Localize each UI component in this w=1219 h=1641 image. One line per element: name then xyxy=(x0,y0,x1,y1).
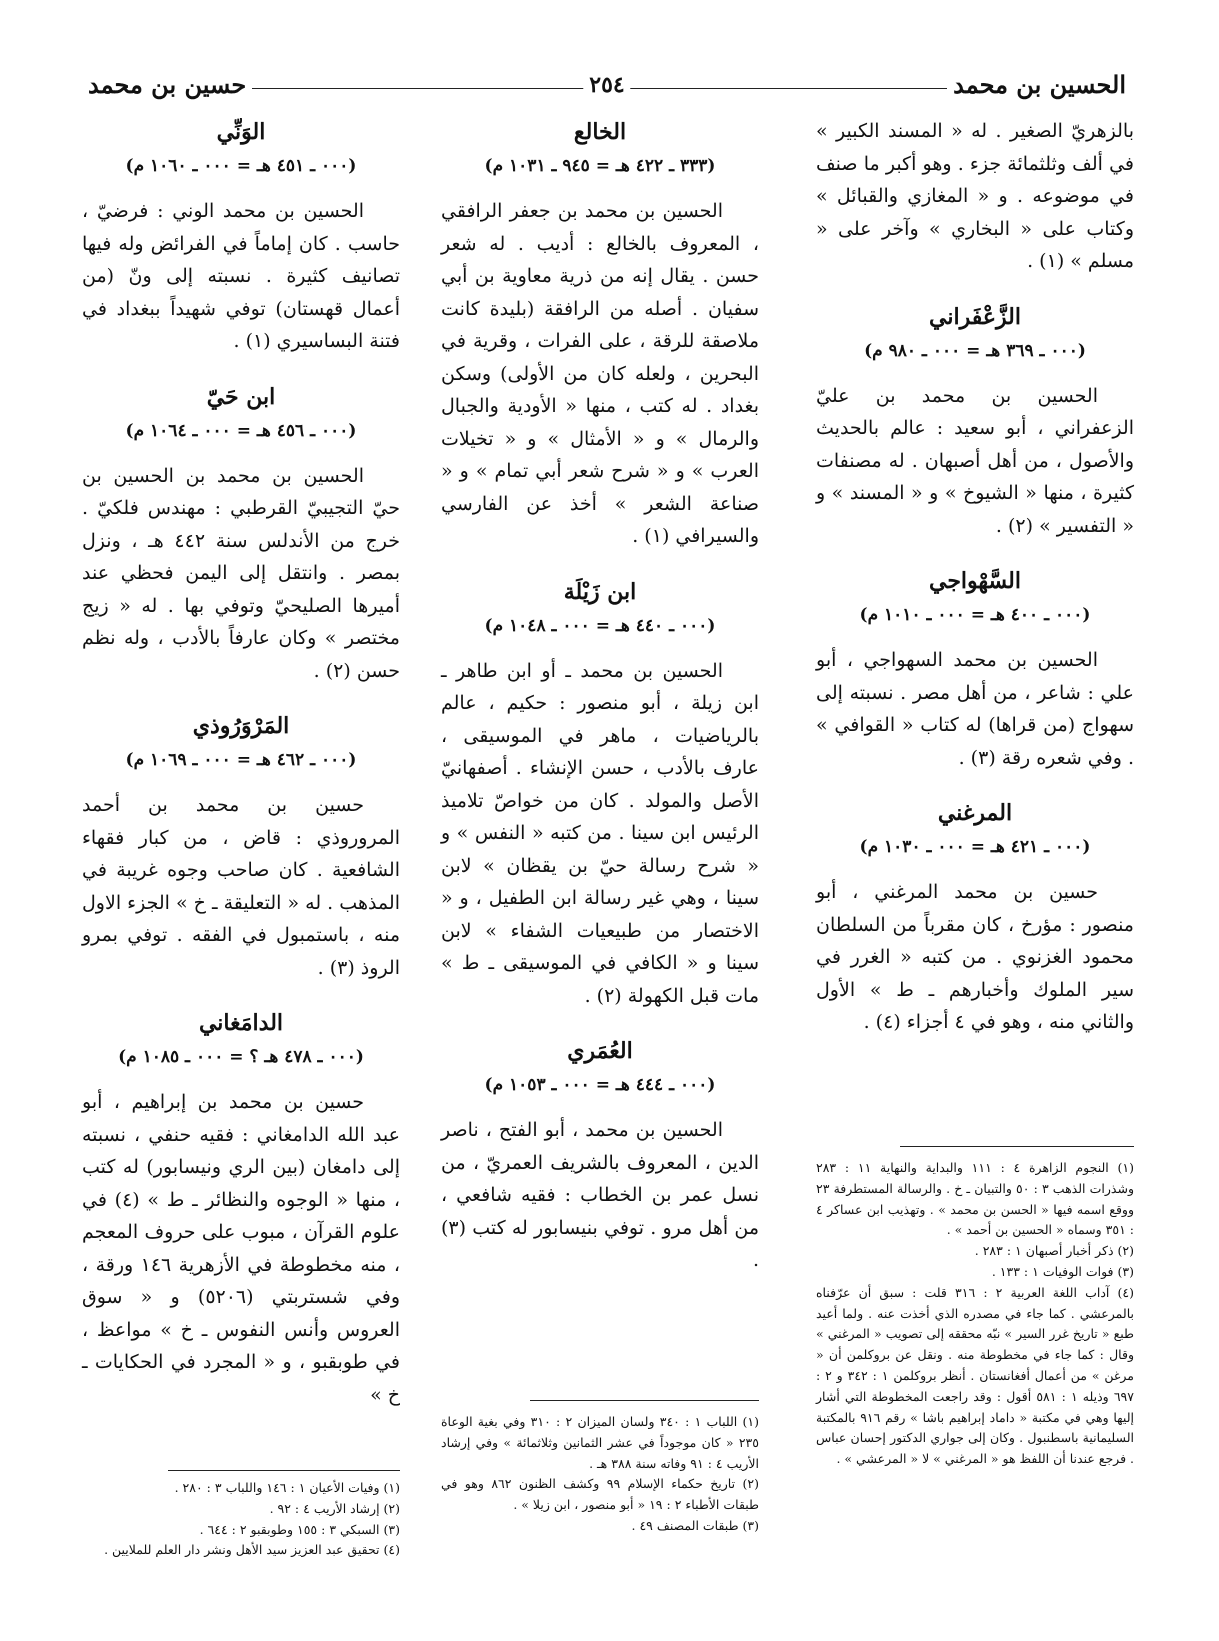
footnote: (٤) تحقيق عبد العزيز سيد الأهل ونشر دار العلم للملايين . xyxy=(104,1542,400,1558)
footnote: (٤) آداب اللغة العربية ٢ : ٣١٦ قلت : سبق أن عرّفناه بالمرعشي . كما جاء في مصدره الذي أخذت عنه . ولما أعيد طبع « تاريخ غرر السير » نبّه محققه إلى تصويب « المرغني » وقال : كما جاء في مخطوطة منه . ونقل عن بروكلمن أن « مرغن » من أعمال أفغانستان . أنظر بروكلمن ١ : ٣٤٢ و ٢ : ٦٩٧ وذيله ١ : ٥٨١ أقول : وقد راجعت المخطوطة التي أشار إليها وهي في مكتبة « داماد إبراهيم باشا » رقم ٩١٦ بالمكتبة السليمانية باسطنبول . وكان إلى جواري الدكتور إحسان عباس . فرجع عندنا أن اللفظ هو « المرغني » لا « المرعشي » . xyxy=(816,1284,1135,1467)
entry-dates: (٠٠٠ ـ ٤٦٢ هـ = ٠٠٠ ـ ١٠٦٩ م) xyxy=(125,750,357,770)
entry-dates: (٠٠٠ ـ ٤٥٦ هـ = ٠٠٠ ـ ١٠٦٤ م) xyxy=(125,420,357,441)
entry-title: الدامَغاني xyxy=(198,1010,284,1036)
header-name-right: الحسين بن محمد xyxy=(947,68,1132,102)
entry-body: حسين بن محمد بن أحمد المروروذي : قاض ، من كبار فقهاء الشافعية . كان صاحب وجوه غريبة في المذهب . له « التعليقة ـ خ » الجزء الاول منه ، باستمبول في الفقه . توفي بمرو الروذ (٣) . xyxy=(82,794,400,979)
footnote-rule-left xyxy=(168,1470,400,1471)
entry-dates: (٠٠٠ ـ ٤٥١ هـ = ٠٠٠ ـ ١٠٦٠ م) xyxy=(125,156,357,176)
entry-title: المرغني xyxy=(937,800,1013,826)
entry-body: حسين بن محمد المرغني ، أبو منصور : مؤرخ ، كان مقرباً من السلطان محمود الغزنوي . من كتبه « الغرر في سير الملوك وأخبارهم ـ ط » الأول والثاني منه ، وهو في ٤ أجزاء (٤) . xyxy=(816,881,1134,1033)
entry-title: ابن زَيْلَة xyxy=(563,578,637,605)
entry-dates: (٣٣٣ ـ ٤٢٢ هـ = ٩٤٥ ـ ١٠٣١ م) xyxy=(484,156,716,176)
header-name-left: حسين بن محمد xyxy=(82,68,252,102)
footnotes-right xyxy=(816,1158,1134,1470)
footnote: (٣) فوات الوفيات ١ : ١٣٣ . xyxy=(991,1263,1134,1279)
entry-umari xyxy=(441,1034,759,1277)
entry-title: المَرْوَرُوذي xyxy=(192,713,290,739)
entry-title: العُمَري xyxy=(567,1038,633,1064)
footnotes-middle xyxy=(441,1412,759,1537)
footnotes-left xyxy=(82,1478,400,1561)
entry-zafarani xyxy=(816,300,1134,543)
footnote: (١) وفيات الأعيان ١ : ١٤٦ واللباب ٣ : ٢٨٠ . xyxy=(174,1480,400,1495)
footnote: (١) النجوم الزاهرة ٤ : ١١١ والبداية والنهاية ١١ : ٢٨٣ وشذرات الذهب ٣ : ٥٠ والتبيان ـ خ . والرسالة المستطرفة ٢٣ ووقع اسمه فيها « الحسن بن محمد » . وتهذيب ابن عساكر ٤ : ٣٥١ وسماه « الحسين بن أحمد » . xyxy=(816,1160,1134,1238)
entry-dates: (٠٠٠ ـ ٤٤٠ هـ = ٠٠٠ ـ ١٠٤٨ م) xyxy=(484,615,716,636)
entry-title: الوَنِّي xyxy=(216,119,266,145)
entry-body: الحسين بن محمد بن الحسين بن حيّ التجيبيّ القرطبي : مهندس فلكيّ . خرج من الأندلس سنة ٤٤٢ هـ ، ونزل بمصر . وانتقل إلى اليمن فحظي عند أميرها الصليحيّ وتوفي بها . له « زيج مختصر » وكان عارفاً بالأدب ، وله نظم حسن (٢) . xyxy=(82,464,400,682)
entry-body: الحسين بن محمد بن جعفر الرافقي ، المعروف بالخالع : أديب . له شعر حسن . يقال إنه من ذرية معاوية بن أبي سفيان . أصله من الرافقة (بليدة كانت ملاصقة للرقة ، على الفرات ، وقرية في البحرين ، ولعله كان من الأولى) وسكن بغداد . له كتب ، منها « الأودية والجبال والرمال » و « الأمثال » و « تخيلات العرب » و « شرح شعر أبي تمام » و « صناعة الشعر » أخذ عن الفارسي والسيرافي (١) . xyxy=(441,200,759,547)
entry-dates: (٠٠٠ ـ ٤٢١ هـ = ٠٠٠ ـ ١٠٣٠ م) xyxy=(859,837,1091,857)
entry-marwarudhi xyxy=(82,709,400,984)
entry-damghani xyxy=(82,1006,400,1411)
footnote: (٢) ذكر أخبار أصبهان ١ : ٢٨٣ . xyxy=(974,1243,1134,1259)
entry-marghani xyxy=(816,796,1134,1039)
footnote-rule-right xyxy=(900,1146,1134,1147)
footnote: (٣) السبكي ٣ : ١٥٥ وطوبقبو ٢ : ٦٤٤ . xyxy=(199,1521,400,1537)
entry-wanni xyxy=(82,115,400,358)
entry-title: السَّهْواجي xyxy=(929,568,1021,594)
entry-title: الخالع xyxy=(573,119,627,145)
running-header xyxy=(82,68,1132,108)
entry-dates: (٠٠٠ ـ ٣٦٩ هـ = ٠٠٠ ـ ٩٨٠ م) xyxy=(864,340,1086,361)
entry-dates: (٠٠٠ ـ ٤٤٤ هـ = ٠٠٠ ـ ١٠٥٣ م) xyxy=(484,1075,716,1095)
entry-body: الحسين بن محمد ، أبو الفتح ، ناصر الدين ، المعروف بالشريف العمريّ ، من نسل عمر بن الخطاب : فقيه شافعي ، من أهل مرو . توفي بنيسابور له كتب (٣) . xyxy=(441,1119,759,1271)
footnote-rule-middle xyxy=(530,1400,759,1401)
entry-dates: (٠٠٠ ـ ٤٧٨ هـ ؟ = ٠٠٠ ـ ١٠٨٥ م) xyxy=(118,1047,364,1067)
entry-khali xyxy=(441,115,759,553)
entry-title: ابن حَيّ xyxy=(206,383,276,410)
entry-body: بالزهريّ الصغير . له « المسند الكبير » في ألف وثلثمائة جزء . وهو أكبر ما صنف في موضوعه . و « المغازي والقبائل » وكتاب على « البخاري » وآخر على « مسلم » (١) . xyxy=(816,120,1134,272)
page-number: ٢٥٤ xyxy=(583,68,630,102)
entry-body: حسين بن محمد بن إبراهيم ، أبو عبد الله الدامغاني : فقيه حنفي ، نسبته إلى دامغان (بين الري ونيسابور) له كتب ، منها « الوجوه والنظائر ـ ط » (٤) في علوم القرآن ، مبوب على حروف المعجم ، منه مخطوطة في الأزهرية ١٤٦ ورقة ، وفي شستربتي (٥٢٠٦) و « سوق العروس وأنس النفوس ـ خ » مواعظ ، في طوبقبو ، و « المجرد في الحكايات ـ خ » xyxy=(82,1091,401,1406)
entry-dates: (٠٠٠ ـ ٤٠٠ هـ = ٠٠٠ ـ ١٠١٠ م) xyxy=(859,605,1091,625)
column-middle xyxy=(441,115,759,1299)
column-right xyxy=(816,115,1134,1061)
footnote: (٢) إرشاد الأريب ٤ : ٩٢ . xyxy=(269,1500,400,1516)
entry-continuation xyxy=(816,115,1134,278)
entry-ibn-hayy xyxy=(82,380,400,688)
entry-body: الحسين بن محمد ـ أو ابن طاهر ـ ابن زيلة ، أبو منصور : حكيم ، عالم بالرياضيات ، ماهر في الموسيقى ، عارف بالأدب ، حسن الإنشاء . أصفهانيّ الأصل والمولد . كان من خواصّ تلاميذ الرئيس ابن سينا . من كتبه « النفس » و « شرح رسالة حيّ بن يقظان » لابن سينا ، وهي غير رسالة ابن الطفيل ، و « الاختصار من طبيعيات الشفاء » لابن سينا و « الكافي في الموسيقى ـ ط » مات قبل الكهولة (٢) . xyxy=(441,659,759,1007)
entry-body: الحسين بن محمد السهواجي ، أبو علي : شاعر ، من أهل مصر . نسبته إلى سهواج (من قراها) له كتاب « القوافي » . وفي شعره رقة (٣) . xyxy=(816,649,1134,769)
entry-ibn-zayla xyxy=(441,575,759,1013)
entry-title: الزَّعْفَراني xyxy=(929,303,1021,330)
column-left xyxy=(82,115,400,1433)
entry-sahwaji xyxy=(816,564,1134,774)
entry-body: الحسين بن محمد الوني : فرضيّ ، حاسب . كان إماماً في الفرائض وله فيها تصانيف كثيرة . نسبته إلى ونّ (من أعمال قهستان) توفي شهيداً ببغداد في فتنة البساسيري (١) . xyxy=(82,200,400,352)
footnote: (٢) تاريخ حكماء الإسلام ٩٩ وكشف الظنون ٨٦٢ وهو في طبقات الأطباء ٢ : ١٩ « أبو منصور ، ابن زيلا » . xyxy=(441,1476,759,1513)
entry-body: الحسين بن محمد بن عليّ الزعفراني ، أبو سعيد : عالم بالحديث والأصول ، من أهل أصبهان . له مصنفات كثيرة ، منها « الشيوخ » و « المسند » و « التفسير » (٢) . xyxy=(816,384,1134,537)
footnote: (١) اللباب ١ : ٣٤٠ ولسان الميزان ٢ : ٣١٠ وفي بغية الوعاة ٢٣٥ « كان موجوداً في عشر الثمانين وثلاثمائة » وفي إرشاد الأريب ٤ : ٩١ وفاته سنة ٣٨٨ هـ . xyxy=(441,1414,759,1471)
footnote: (٣) طبقات المصنف ٤٩ . xyxy=(631,1517,759,1533)
